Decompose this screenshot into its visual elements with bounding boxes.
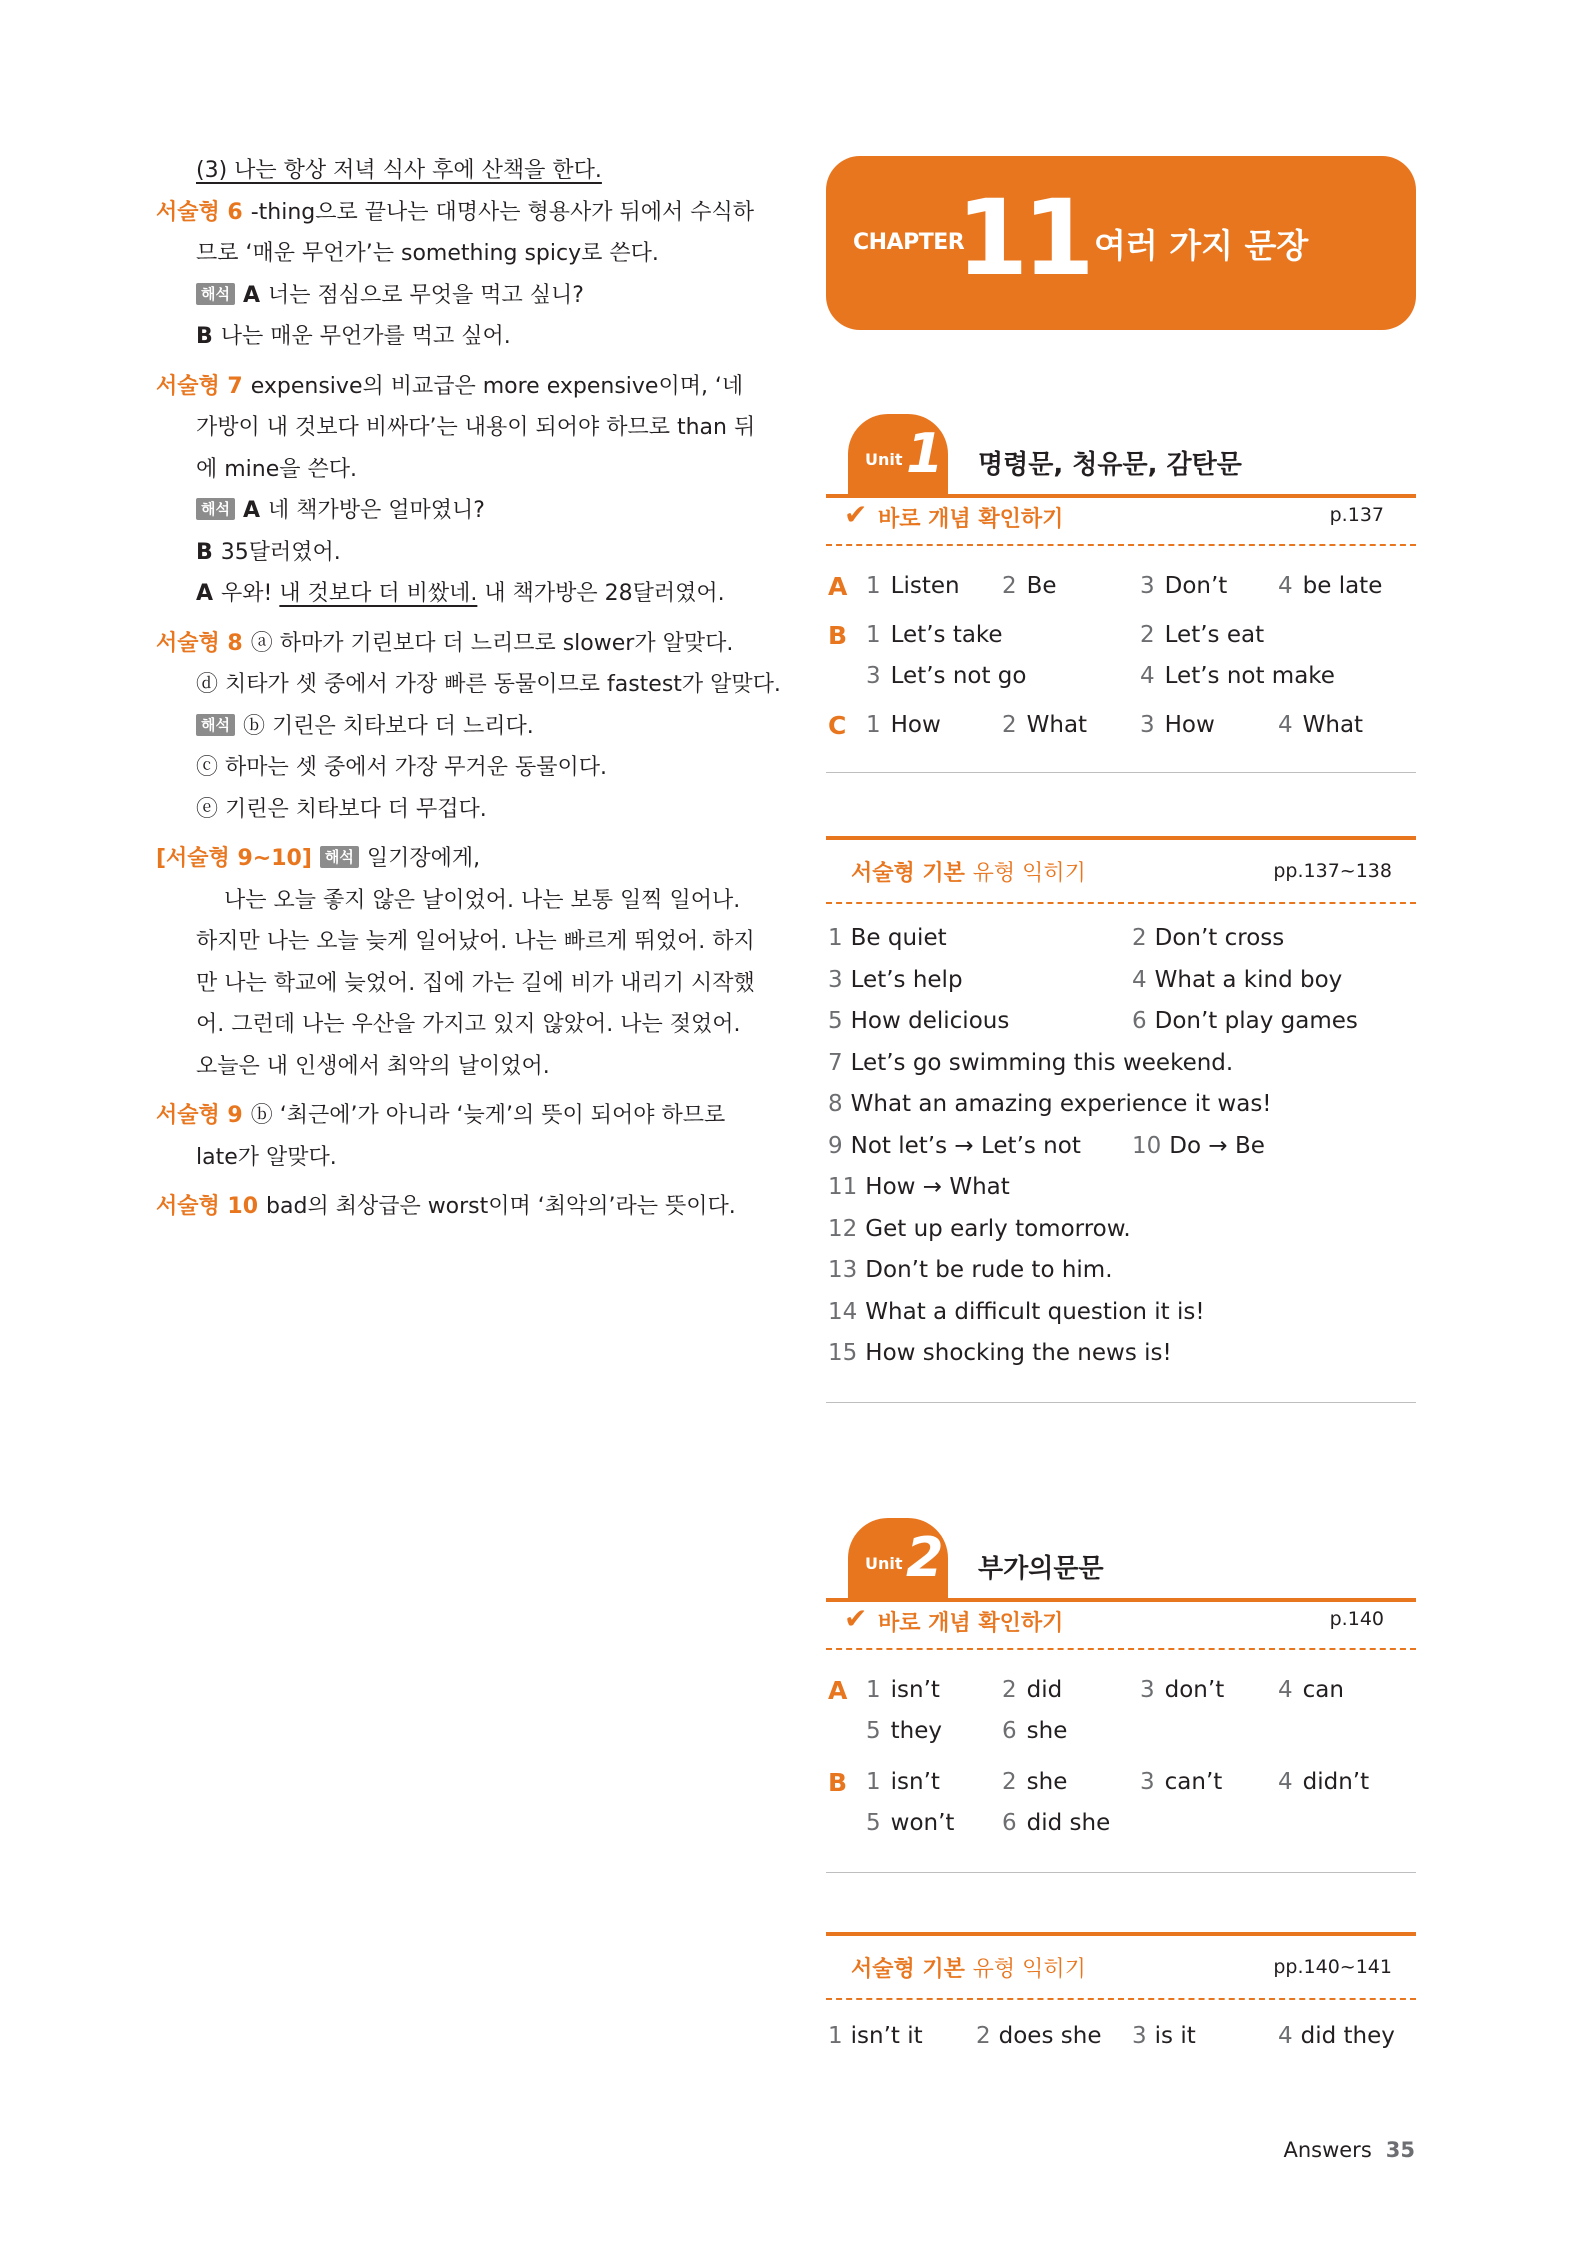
- list-item: 7 Let’s go swimming this weekend.: [828, 1049, 1234, 1076]
- q9-10: [서술형 9~10] 해석 일기장에게,: [156, 846, 481, 871]
- unit-1-answers: A 1 Listen 2 Be 3 Don’t 4 be late B 1 Let’s take 2 Let’s eat 3 Let’s not go 4 Let’s not make C 1 How 2 What 3 How 4 What: [826, 566, 1416, 746]
- unit-2-answers: A 1 isn’t 2 did 3 don’t 4 can 5 they 6 she B 1 isn’t 2 she 3 can’t 4 didn’t 5 won’t 6 did she: [826, 1670, 1416, 1844]
- unit-2-writing-header: 서술형 기본 유형 익히기 pp.140~141: [826, 1932, 1416, 2000]
- q7: 서술형 7 expensive의 비교급은 more expensive이며, ‘네: [156, 373, 744, 399]
- translation-tag: 해석: [196, 714, 235, 736]
- unit-1-title: 명령문, 청유문, 감탄문: [978, 450, 1242, 480]
- chapter-banner: [826, 156, 1416, 330]
- translation-tag: 해석: [196, 498, 235, 520]
- list-item: 9 Not let’s → Let’s not 10 Do → Be: [828, 1132, 1265, 1159]
- list-item: 12 Get up early tomorrow.: [828, 1215, 1131, 1242]
- page-number: 35: [1385, 2138, 1415, 2162]
- unit-1-tab: Unit 1: [848, 414, 948, 494]
- list-item: 8 What an amazing experience it was!: [828, 1091, 1272, 1117]
- unit-1-check-header: ✔ 바로 개념 확인하기 p.137: [826, 494, 1416, 546]
- answer-row-a: A 1 Listen 2 Be 3 Don’t 4 be late: [828, 572, 1383, 601]
- q6-label: 서술형 6: [156, 199, 243, 225]
- translation-tag: 해석: [196, 283, 235, 305]
- q10-label: 서술형 10: [156, 1194, 259, 1219]
- unit-1-number: 1: [906, 422, 944, 485]
- q7-label: 서술형 7: [156, 373, 243, 399]
- answer-row-b: B 1 Let’s take 2 Let’s eat: [828, 621, 1265, 650]
- list-item: 11 How → What: [828, 1174, 1010, 1200]
- unit-2-header: [826, 1518, 1416, 1602]
- list-item: 1 isn’t it 2 does she 3 is it 4 did they: [828, 2023, 1395, 2049]
- unit-2-number: 2: [906, 1526, 944, 1589]
- left-column: (3) 나는 항상 저녁 식사 후에 산책을 한다. 서술형 6 -thing으로 끝나는 대명사는 형용사가 뒤에서 수식하 므로 ‘매운 무언가’는 something spicy로 쓴다. 해석 A 너는 점심으로 무엇을 먹고 싶니? B 나는 매운 무언가를 먹고 싶어. 서술형 7 expensive의 비교급은 more expensive이며, ‘네 가방이 내 것보다 비싸다’는 내용이 되어야 하므로 than 뒤 에 mine을 쓴다. 해석 A 네 책가방은 얼마였니? B 35달러였어. A 우와! 내 것보다 더 비쌌네. 내 책가방은 28달러였어. 서술형 8 ⓐ 하마가 기린보다 더 느리므로 slower가 알맞다. ⓓ 치타가 셋 중에서 가장 빠른 동물이므로 fastest가 알맞다. 해석 ⓑ 기린은 치타보다 더 느리다. ⓒ 하마는 셋 중에서 가장 무거운 동물이다. ⓔ 기린은 치타보다 더 무겁다. [서술형 9~10] 해석 일기장에게, 나는 오늘 좋지 않은 날이었어. 나는 보통 일찍 일어나. 하지만 나는 오늘 늦게 일어났어. 나는 빠르게 뛰었어. 하지 만 나는 학교에 늦었어. 집에 가는 길에 비가 내리기 시작했 어. 그런데 나는 우산을 가지고 있지 않았어. 나는 젖었어. 오늘은 내 인생에서 최악의 날이었어. 서술형 9 ⓑ ‘최근에’가 아니라 ‘늦게’의 뜻이 되어야 하므로 late가 알맞다. 서술형 10 bad의 최상급은 worst이며 ‘최악의’라는 뜻이다.: [156, 150, 756, 1228]
- chapter-number: 11: [956, 177, 1089, 299]
- check-icon: ✔: [844, 498, 868, 531]
- unit-1-header: [826, 414, 1416, 498]
- answer-row-c: C 1 How 2 What 3 How 4 What: [828, 711, 1364, 740]
- divider: [826, 1872, 1416, 1873]
- unit-2-tab: Unit 2: [848, 1518, 948, 1598]
- translation-tag: 해석: [320, 846, 359, 868]
- list-item: 1 Be quiet 2 Don’t cross: [828, 925, 1285, 951]
- unit-2-title: 부가의문문: [978, 1554, 1104, 1584]
- divider: [826, 1402, 1416, 1403]
- q9: 서술형 9 ⓑ ‘최근에’가 아니라 ‘늦게’의 뜻이 되어야 하므로: [156, 1103, 726, 1128]
- list-item: 5 How delicious 6 Don’t play games: [828, 1008, 1358, 1034]
- q8-label: 서술형 8: [156, 630, 243, 656]
- q6: 서술형 6 -thing으로 끝나는 대명사는 형용사가 뒤에서 수식하: [156, 199, 755, 225]
- answer-row-b: B 1 isn’t 2 she 3 can’t 4 didn’t: [828, 1768, 1370, 1797]
- unit-2-writing-list: [826, 2016, 1416, 2058]
- page-footer: Answers 35: [1283, 2138, 1415, 2162]
- divider: [826, 772, 1416, 773]
- unit-1-writing-header: 서술형 기본 유형 익히기 pp.137~138: [826, 836, 1416, 904]
- q9-label: 서술형 9: [156, 1103, 243, 1128]
- q9-10-label: [서술형 9~10]: [156, 846, 312, 871]
- q10: 서술형 10 bad의 최상급은 worst이며 ‘최악의’라는 뜻이다.: [156, 1194, 736, 1219]
- item-3: (3) 나는 항상 저녁 식사 후에 산책을 한다.: [196, 158, 602, 183]
- list-item: 15 How shocking the news is!: [828, 1340, 1172, 1366]
- list-item: 14 What a difficult question it is!: [828, 1298, 1205, 1325]
- chapter-label: CHAPTER: [853, 230, 965, 255]
- unit-1-writing-list: [826, 918, 1416, 1375]
- check-icon: ✔: [844, 1602, 868, 1635]
- chapter-title: 여러 가지 문장: [1094, 226, 1309, 265]
- unit-2-check-header: ✔ 바로 개념 확인하기 p.140: [826, 1598, 1416, 1650]
- answer-row-a: A 1 isn’t 2 did 3 don’t 4 can: [828, 1676, 1344, 1705]
- q8: 서술형 8 ⓐ 하마가 기린보다 더 느리므로 slower가 알맞다.: [156, 630, 734, 656]
- list-item: 3 Let’s help 4 What a kind boy: [828, 966, 1343, 993]
- list-item: 13 Don’t be rude to him.: [828, 1257, 1113, 1283]
